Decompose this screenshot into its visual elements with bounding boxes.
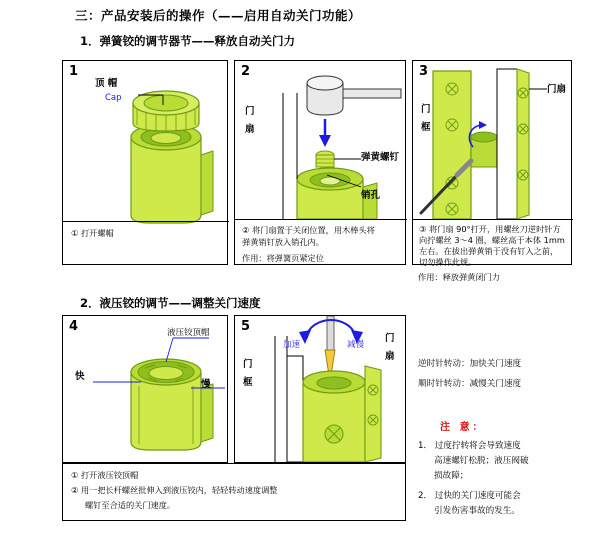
panel-2-label-door-1: 门 [245,106,255,117]
panel-45-caption-line3: 螺钉至合适的关门速度。 [85,500,176,510]
panel-5-label-decel: 减慢 [347,340,365,350]
panel-5 [234,315,406,463]
panel-3 [412,60,572,265]
panel-2-divider [235,219,407,220]
panel-3-effect: 作用：释放弹黄闭门力 [418,272,500,282]
panel-3-label-frame-2: 框 [421,122,431,133]
panel-5-illustration [235,316,405,462]
warning-title: 注 意： [440,422,486,433]
panel-2-caption-line1: ② 将门扇置于关闭位置，用木棒头将 [242,225,375,235]
panel-1 [62,60,228,265]
warning-item-2-line2: 引发伤害事故的发生。 [434,506,520,516]
panel-1-label-cap-en: Cap [105,93,122,103]
panel-5-label-leaf-1: 门 [385,333,395,344]
warning-item-1-line1: 1． 过度拧转将会导致速度 [418,441,521,451]
panel-2-effect: 作用：将弹簧页紧定位 [242,253,324,263]
panel-2-label-door-2: 扇 [245,124,255,135]
panel-5-label-accel: 加速 [283,340,301,350]
warning-item-2-line1: 2． 过快的关门速度可能会 [418,491,521,501]
panel-1-illustration [63,65,227,225]
panel-4-label-fast: 快 [75,371,85,382]
panel-45-caption-box [62,463,406,521]
panel-2-number: 2 [241,64,251,79]
panel-3-label-door-frame-1: 门扇 [547,84,567,95]
section-2-heading: 2．液压铰的调节——调整关门速度 [80,296,261,310]
panel-3-caption-line1: ③ 将门扇 90°打开，用螺丝刀逆时针方 [419,224,561,234]
panel-1-number: 1 [69,64,79,79]
panel-3-caption-line2: 向拧螺丝 3～4 圈，螺丝高于本体 1mm [419,235,565,245]
panel-4-label-slow: 慢 [201,379,211,390]
section-1-heading: 1．弹簧铰的调节器节——释放自动关门力 [80,34,295,48]
panel-2-label-spring-screw: 弹黄螺钉 [361,152,400,163]
panel-5-label-frame-1: 门 [243,359,253,370]
panel-1-caption: ① 打开螺帽 [71,228,114,238]
panel-4-number: 4 [69,319,79,334]
panel-5-label-frame-2: 框 [243,377,253,388]
panel-5-label-leaf-2: 扇 [385,351,395,362]
panel-45-caption-line2: ② 用一把长杆螺丝批伸入到液压铰内，轻轻转动速度调整 [71,485,278,495]
panel-1-divider [63,221,229,222]
page-title: 三：产品安装后的操作（——启用自动关门功能） [75,8,362,23]
speed-note-ccw: 逆时针转动：加快关门速度 [418,359,522,369]
panel-3-number: 3 [419,64,429,79]
panel-4-label-hyd-cap: 液压铰顶帽 [167,328,210,338]
speed-note-cw: 顺时针转动：减慢关门速度 [418,379,522,389]
panel-2-label-pin-hole: 销孔 [361,190,381,201]
panel-3-divider [413,219,573,220]
warning-item-1-line2: 高速螺钉松脱；液压阀破 [434,456,529,466]
panel-5-number: 5 [241,319,251,334]
panel-4 [62,315,228,463]
panel-45-caption-line1: ① 打开液压铰顶帽 [71,470,139,480]
panel-3-caption-line4: 切勿操作此规。 [419,257,477,267]
panel-3-caption-line3: 左右。在拔出弹黄销于没有钉入之前， [419,246,559,256]
warning-item-1-line3: 损故障； [434,471,469,481]
panel-1-label-cap: 顶 帽 [95,78,118,89]
panel-3-label-frame-1: 门 [421,104,431,115]
panel-2-caption-line2: 弹黄销钉放入销孔内。 [242,237,324,247]
panel-2 [234,60,406,265]
